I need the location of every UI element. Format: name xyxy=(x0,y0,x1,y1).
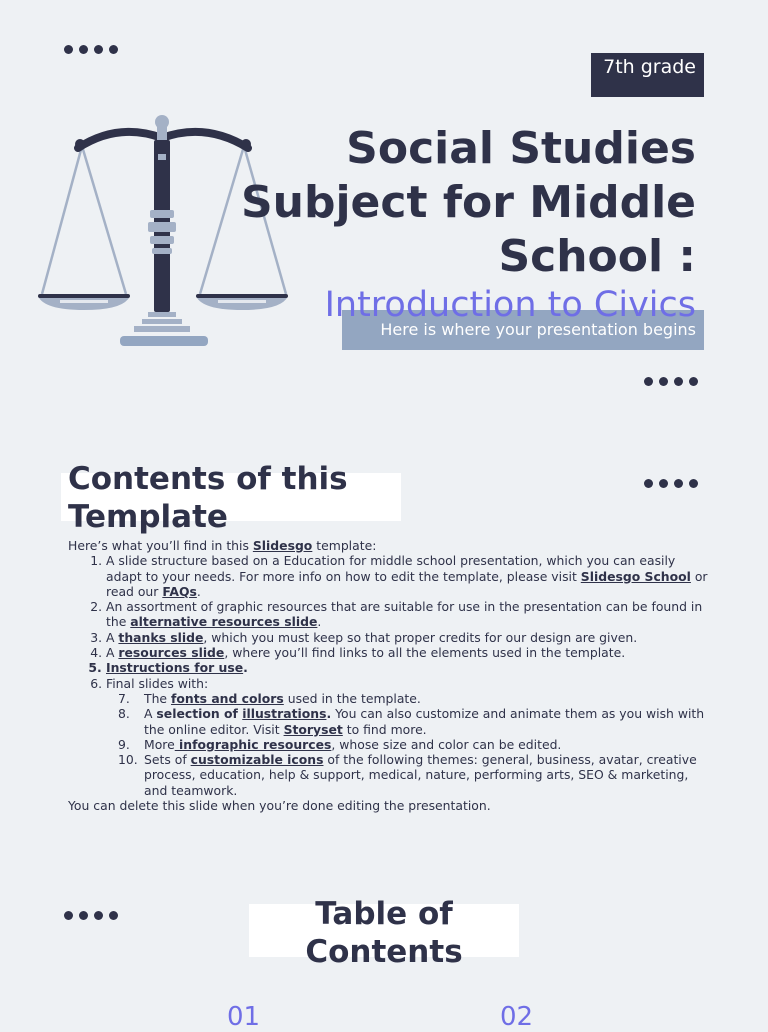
grade-badge: 7th grade xyxy=(591,53,704,97)
toc-title: Table of Contents xyxy=(305,896,463,970)
fonts-colors-link[interactable]: fonts and colors xyxy=(170,690,284,706)
sub-list-item: The fonts and colors used in the template. xyxy=(144,690,421,706)
list-item: 4. A resources slide, where you’ll find links to all the elements used in the template. xyxy=(106,645,708,660)
sub-list-item: A selection of illustrations. You can also customize and animate them as you wish with the online editor. Visit Storyset to find more. xyxy=(144,706,705,737)
illustrations-link[interactable]: illustrations xyxy=(242,706,327,722)
contents-title: Contents of this Template xyxy=(68,461,348,535)
presentation-subtitle: Introduction to Civics xyxy=(324,285,696,325)
infographic-resources-link[interactable]: infographic resources xyxy=(174,736,332,752)
alternative-resources-link[interactable]: alternative resources slide xyxy=(130,614,318,630)
list-item: 3. A thanks slide, which you must keep so that proper credits for our design are given. xyxy=(106,630,708,645)
slidesgo-link[interactable]: Slidesgo xyxy=(252,538,313,553)
sub-list-item: More infographic resources, whose size and color can be edited. xyxy=(144,736,562,752)
toc-number-01: 01 xyxy=(227,1002,261,1032)
decor-dots xyxy=(644,479,698,488)
list-item: 2. An assortment of graphic resources that are suitable for use in the presentation can be found in the alternative resources slide. xyxy=(106,599,708,630)
contents-closing: You can delete this slide when you’re done editing the presentation. xyxy=(68,798,491,814)
storyset-link[interactable]: Storyset xyxy=(283,721,343,737)
sub-list xyxy=(106,691,708,798)
toc-number-02: 02 xyxy=(500,1002,534,1032)
contents-intro: Here’s what you’ll find in this Slidesgo template: xyxy=(68,538,377,553)
list-item: 6. Final slides with: The fonts and colors used in the template. A selection of illustrations. You can also customize and animate them as you wish with the online editor. Visit Storyset to find more. More infographic resources, whose size and color can be edited. Sets of customizable icons of the following themes: general, business, avatar, creative process, education, help & support, medical, nature, performing arts, SEO & marketing, and teamwork. xyxy=(106,676,708,798)
decor-dots xyxy=(644,377,698,386)
presentation-title: Social Studies Subject for Middle School : xyxy=(240,123,696,282)
decor-dots xyxy=(64,45,118,54)
contents-body xyxy=(68,538,708,813)
decor-dots xyxy=(64,911,118,920)
slidesgo-school-link[interactable]: Slidesgo School xyxy=(580,568,691,584)
sub-list-item: Sets of customizable icons of the following themes: general, business, avatar, creative process, education, help & support, medical, nature, performing arts, SEO & marketing, and teamwork. xyxy=(144,752,697,798)
contents-list xyxy=(68,553,708,798)
presentation-tagline: Here is where your presentation begins xyxy=(380,320,696,339)
customizable-icons-link[interactable]: customizable icons xyxy=(190,752,324,768)
resources-slide-link[interactable]: resources slide xyxy=(118,645,225,661)
instructions-link[interactable]: Instructions for use xyxy=(106,660,244,676)
thanks-slide-link[interactable]: thanks slide xyxy=(118,629,204,645)
list-item: 5. Instructions for use. xyxy=(106,660,708,675)
list-item: 1. A slide structure based on a Education for middle school presentation, which you can easily adapt to your needs. For more info on how to edit the template, please visit Slidesgo School or read our FAQs. xyxy=(106,553,708,599)
faqs-link[interactable]: FAQs xyxy=(162,583,197,599)
